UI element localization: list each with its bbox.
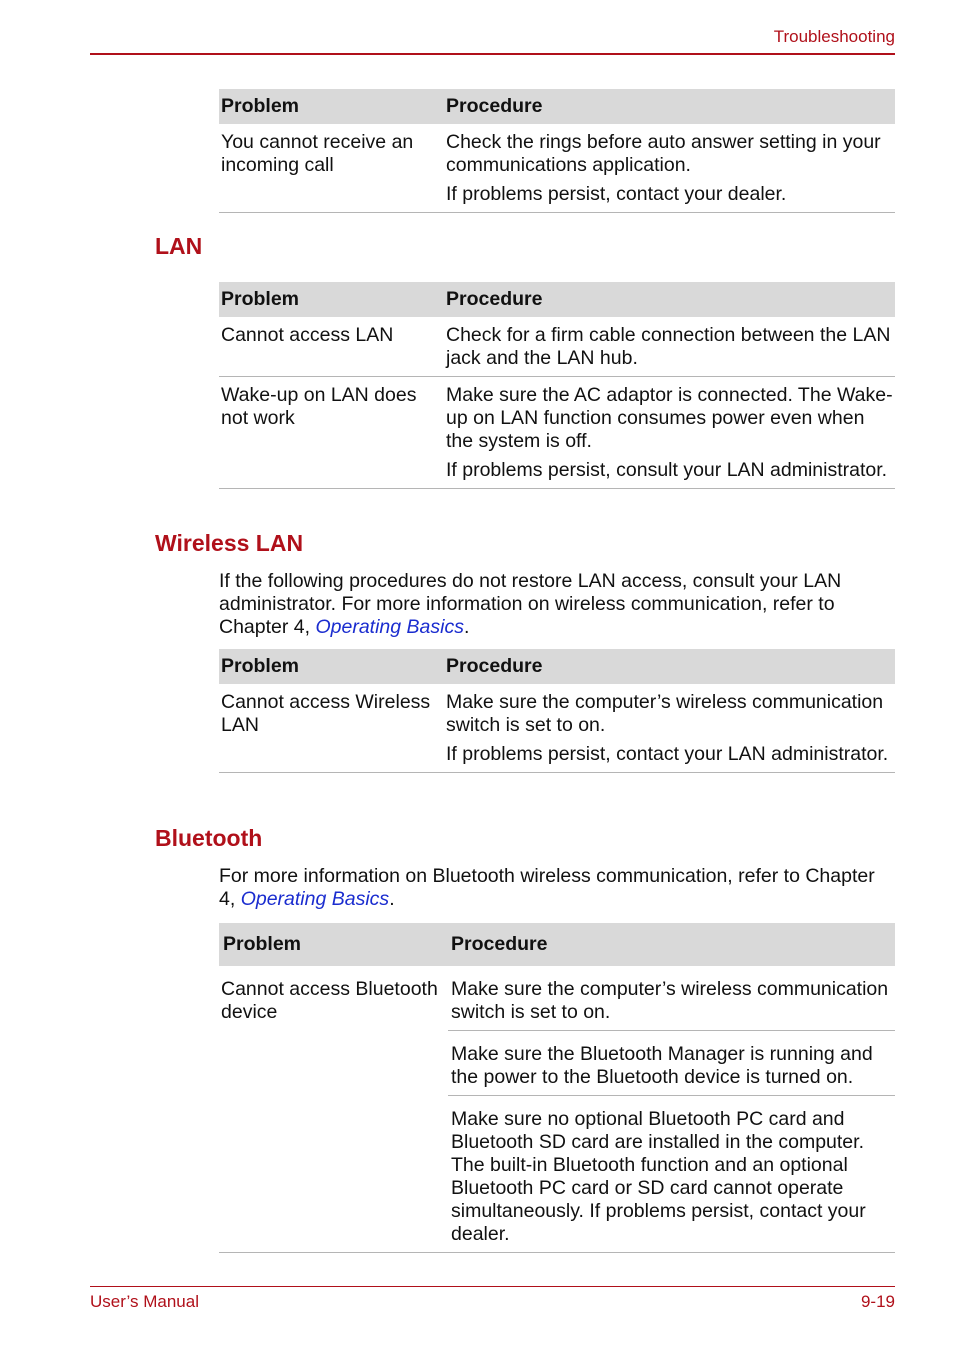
footer-rule: [90, 1286, 895, 1287]
column-header-procedure: Procedure: [448, 923, 895, 966]
procedure-text: Make sure the Bluetooth Manager is running and the power to the Bluetooth device is turned on.: [451, 1043, 873, 1088]
lan-troubleshooting-table: [219, 282, 895, 489]
operating-basics-link[interactable]: Operating Basics: [315, 616, 464, 638]
problem-cell: Cannot access Wireless LAN: [219, 684, 444, 773]
problem-cell: You cannot receive an incoming call: [219, 124, 444, 213]
table-row: [219, 317, 895, 377]
section-heading-lan: LAN: [155, 233, 203, 259]
table-row: [219, 377, 895, 489]
procedure-cell: [448, 1096, 895, 1253]
table-row: [219, 124, 895, 213]
problem-cell: Cannot access Bluetooth device: [219, 966, 448, 1253]
column-header-problem: Problem: [219, 282, 444, 317]
table-header-row: [219, 923, 895, 966]
table-row: [219, 966, 895, 1031]
procedure-text: Make sure the computer’s wireless communication switch is set to on.: [451, 978, 889, 1023]
procedure-text: Check for a firm cable connection between the LAN jack and the LAN hub.: [446, 324, 891, 369]
procedure-cell: [448, 966, 895, 1031]
bluetooth-intro-paragraph: [219, 865, 895, 911]
procedure-text: Make sure the computer’s wireless communication switch is set to on.: [446, 691, 884, 736]
procedure-cell: [444, 317, 895, 377]
procedure-cell: [444, 124, 895, 213]
procedure-cell: [444, 684, 895, 773]
section-heading-wireless-lan: Wireless LAN: [155, 530, 304, 556]
intro-text: If the following procedures do not restore LAN access, consult your LAN administrator. For more information on wireless communication, refer to Chapter 4,: [219, 570, 842, 638]
column-header-problem: Problem: [219, 89, 444, 124]
header-rule: [90, 53, 895, 55]
running-header-title: Troubleshooting: [773, 27, 895, 46]
procedure-text: If problems persist, consult your LAN administrator.: [446, 459, 888, 481]
modem-troubleshooting-table: [219, 89, 895, 213]
intro-end: .: [389, 888, 395, 910]
wireless-lan-troubleshooting-table: [219, 649, 895, 773]
procedure-text: If problems persist, contact your dealer.: [446, 183, 787, 205]
table-header-row: [219, 89, 895, 124]
column-header-problem: Problem: [219, 923, 448, 966]
problem-cell: Cannot access LAN: [219, 317, 444, 377]
intro-end: .: [463, 616, 470, 638]
procedure-text: Check the rings before auto answer setting in your communications application.: [446, 131, 881, 176]
bluetooth-troubleshooting-table: [219, 923, 895, 1253]
column-header-procedure: Procedure: [444, 649, 895, 684]
problem-cell: Wake-up on LAN does not work: [219, 377, 444, 489]
intro-text: For more information on Bluetooth wireless communication, refer to Chapter 4,: [219, 865, 875, 910]
footer-page-number: 9-19: [860, 1292, 895, 1311]
operating-basics-link[interactable]: Operating Basics: [240, 888, 390, 910]
procedure-cell: [444, 377, 895, 489]
procedure-cell: [448, 1031, 895, 1096]
procedure-text: Make sure no optional Bluetooth PC card and Bluetooth SD card are installed in the computer. The built-in Bluetooth function and an optional Bluetooth PC card or SD card cannot operate simultaneously. If problems persist, contact your dealer.: [451, 1108, 866, 1245]
column-header-procedure: Procedure: [444, 282, 895, 317]
table-row: [219, 684, 895, 773]
procedure-text: If problems persist, contact your LAN administrator.: [446, 743, 889, 765]
procedure-text: Make sure the AC adaptor is connected. The Wake-up on LAN function consumes power even when the system is off.: [446, 384, 893, 452]
section-heading-bluetooth: Bluetooth: [155, 825, 263, 851]
table-header-row: [219, 649, 895, 684]
wireless-intro-paragraph: [219, 570, 895, 639]
footer-manual-title: User’s Manual: [90, 1292, 199, 1311]
table-header-row: [219, 282, 895, 317]
column-header-problem: Problem: [219, 649, 444, 684]
column-header-procedure: Procedure: [444, 89, 895, 124]
